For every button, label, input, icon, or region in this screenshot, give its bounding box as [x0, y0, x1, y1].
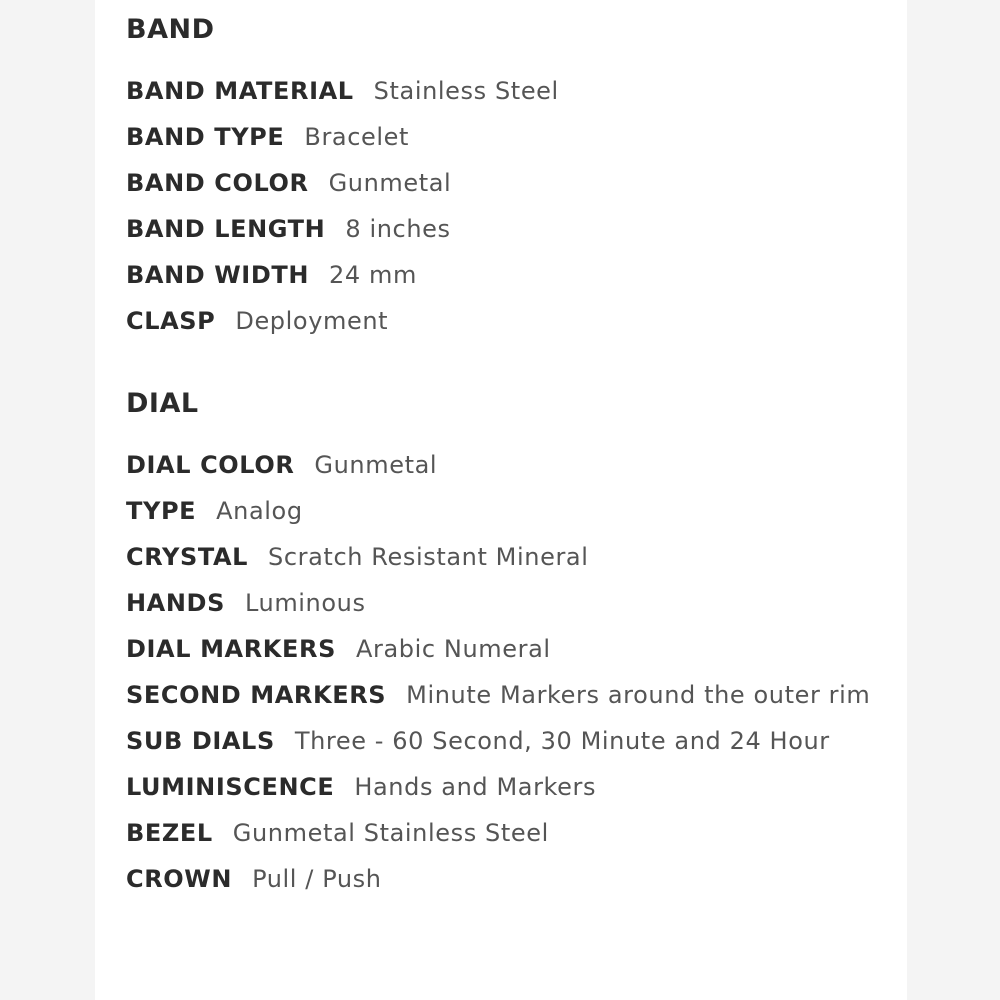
spec-row-crown: [126, 856, 886, 902]
spec-label: SECOND MARKERS: [126, 681, 387, 709]
spec-value: 8 inches: [345, 215, 451, 243]
spec-value: Gunmetal: [328, 169, 452, 197]
section-title-band: BAND: [126, 14, 215, 45]
spec-label: HANDS: [126, 589, 225, 617]
spec-row-band-type: [126, 114, 886, 160]
spec-value: Scratch Resistant Mineral: [268, 543, 589, 571]
spec-row-band-length: [126, 206, 886, 252]
spec-value: Stainless Steel: [373, 77, 559, 105]
spec-row-dial-color: [126, 442, 886, 488]
spec-label: DIAL COLOR: [126, 451, 295, 479]
spec-row-sub-dials: [126, 718, 886, 764]
spec-label: CROWN: [126, 865, 233, 893]
spec-row-type: [126, 488, 886, 534]
section-title-dial: DIAL: [126, 388, 199, 419]
spec-label: BAND WIDTH: [126, 261, 310, 289]
spec-row-hands: [126, 580, 886, 626]
spec-value: Minute Markers around the outer rim: [406, 681, 871, 709]
spec-value: Gunmetal: [314, 451, 438, 479]
spec-value: 24 mm: [329, 261, 417, 289]
spec-value: Bracelet: [304, 123, 410, 151]
spec-value: Three - 60 Second, 30 Minute and 24 Hour: [294, 727, 830, 755]
spec-row-crystal: [126, 534, 886, 580]
spec-label: LUMINISCENCE: [126, 773, 335, 801]
spec-value: Pull / Push: [252, 865, 382, 893]
dial-spec-list: [126, 442, 886, 902]
spec-value: Arabic Numeral: [355, 635, 551, 663]
spec-label: BAND TYPE: [126, 123, 285, 151]
spec-label: BAND LENGTH: [126, 215, 326, 243]
spec-label: BAND COLOR: [126, 169, 309, 197]
spec-row-dial-markers: [126, 626, 886, 672]
spec-value: Gunmetal Stainless Steel: [232, 819, 549, 847]
spec-label: BAND MATERIAL: [126, 77, 354, 105]
spec-label: SUB DIALS: [126, 727, 275, 755]
spec-row-luminiscence: [126, 764, 886, 810]
spec-row-band-color: [126, 160, 886, 206]
spec-label: CRYSTAL: [126, 543, 249, 571]
spec-label: CLASP: [126, 307, 216, 335]
spec-label: BEZEL: [126, 819, 213, 847]
spec-sheet: [126, 0, 886, 902]
spec-label: DIAL MARKERS: [126, 635, 336, 663]
spec-value: Analog: [216, 497, 303, 525]
spec-row-band-material: [126, 68, 886, 114]
spec-row-bezel: [126, 810, 886, 856]
spec-value: Deployment: [235, 307, 389, 335]
spec-label: TYPE: [126, 497, 197, 525]
band-spec-list: [126, 68, 886, 344]
spec-value: Hands and Markers: [354, 773, 597, 801]
spec-row-band-width: [126, 252, 886, 298]
spec-row-clasp: [126, 298, 886, 344]
spec-value: Luminous: [244, 589, 366, 617]
spec-row-second-markers: [126, 672, 886, 718]
